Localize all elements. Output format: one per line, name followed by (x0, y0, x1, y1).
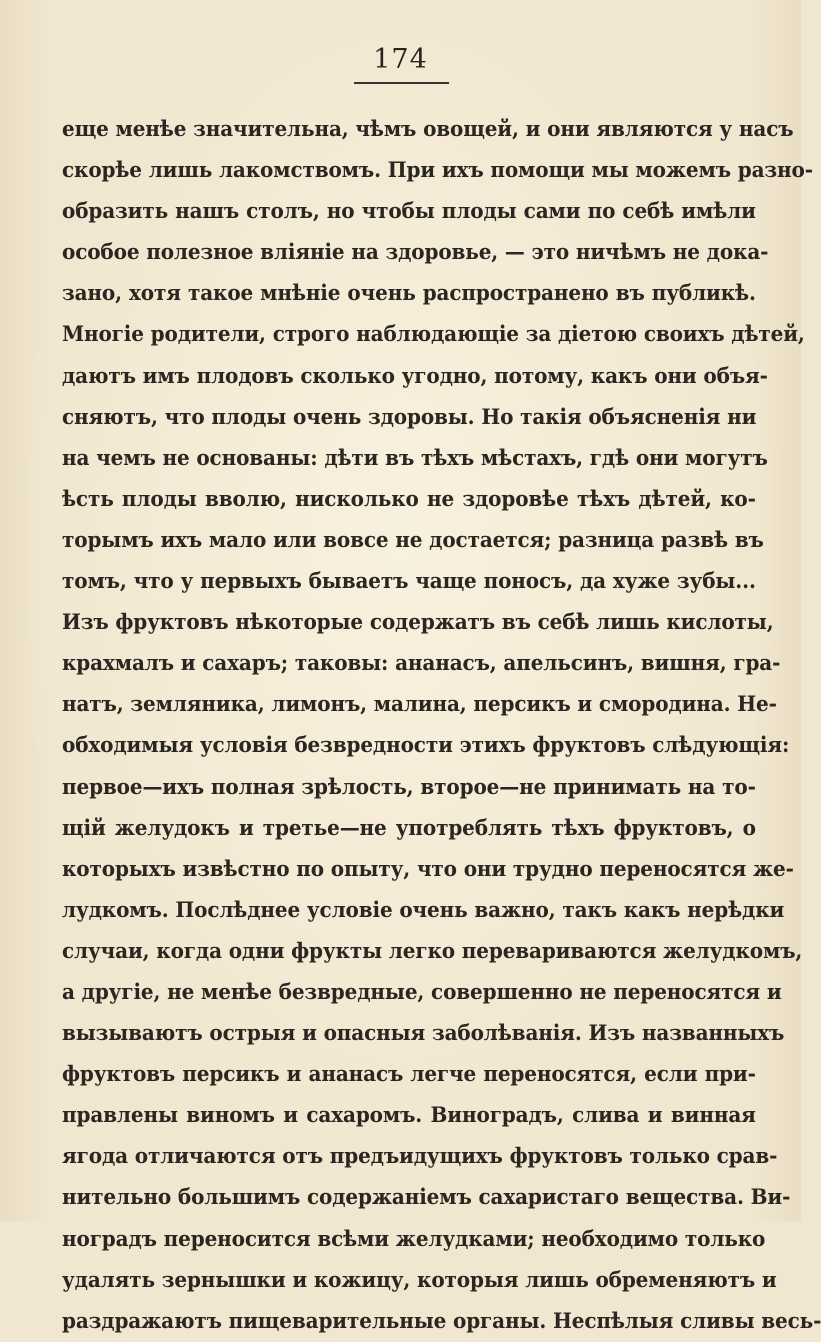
text-line: раздражаютъ пищеварительные органы. Неспѣлыя сливы весь- (62, 1308, 821, 1334)
header-rule (354, 82, 449, 84)
text-line: Многіе родители, строго наблюдающіе за діетою своихъ дѣтей, (62, 322, 805, 348)
text-line: натъ, земляника, лимонъ, малина, персикъ и смородина. Не- (62, 692, 777, 718)
text-line: томъ, что у первыхъ бываетъ чаще поносъ, да хуже зубы... (62, 569, 756, 595)
text-line: фруктовъ персикъ и ананасъ легче переносятся, если при- (62, 1062, 756, 1088)
text-line: лудкомъ. Послѣднее условіе очень важно, такъ какъ нерѣдки (62, 897, 785, 923)
text-line: крахмалъ и сахаръ; таковы: ананасъ, апельсинъ, вишня, гра- (62, 651, 781, 677)
body-text (62, 109, 821, 1342)
text-line: даютъ имъ плодовъ сколько угодно, потому, какъ они объя- (62, 363, 768, 389)
text-line: ягода отличаются отъ предъидущихъ фруктовъ только срав- (62, 1144, 778, 1170)
text-line: правлены виномъ и сахаромъ. Виноградъ, слива и винная (62, 1103, 756, 1129)
text-line: еще менѣе значительна, чѣмъ овощей, и они являются у насъ (62, 117, 794, 142)
text-line: особое полезное вліяніе на здоровье, — это ничѣмъ не дока- (62, 240, 769, 266)
text-line: обходимыя условія безвредности этихъ фруктовъ слѣдующія: (62, 733, 790, 759)
text-line: скорѣе лишь лакомствомъ. При ихъ помощи мы можемъ разно- (62, 158, 813, 184)
text-line: Изъ фруктовъ нѣкоторые содержатъ въ себѣ лишь кислоты, (62, 610, 774, 636)
text-line: нительно большимъ содержаніемъ сахаристаго вещества. Ви- (62, 1185, 791, 1211)
text-line: вызываютъ острыя и опасныя заболѣванія. Изъ названныхъ (62, 1021, 785, 1047)
text-line: щій желудокъ и третье—не употреблять тѣхъ фруктовъ, о (62, 815, 756, 841)
text-line: ноградъ переносится всѣми желудками; необходимо только (62, 1226, 766, 1252)
text-line: ѣсть плоды вволю, нисколько не здоровѣе тѣхъ дѣтей, ко- (62, 486, 756, 512)
text-line: образить нашъ столъ, но чтобы плоды сами по себѣ имѣли (62, 199, 756, 225)
text-line: которыхъ извѣстно по опыту, что они трудно переносятся же- (62, 856, 794, 882)
text-line: а другіе, не менѣе безвредные, совершенно не переносятся и (62, 979, 782, 1005)
page-number: 174 (373, 44, 428, 75)
text-line: первое—ихъ полная зрѣлость, второе—не принимать на то- (62, 774, 756, 800)
text-line: удалять зернышки и кожицу, которыя лишь обременяютъ и (62, 1267, 777, 1293)
text-line: сняютъ, что плоды очень здоровы. Но такія объясненія ни (62, 404, 757, 430)
text-line: торымъ ихъ мало или вовсе не достается; разница развѣ въ (62, 527, 764, 553)
text-line: зано, хотя такое мнѣніе очень распространено въ публикѣ. (62, 281, 756, 307)
text-line: случаи, когда одни фрукты легко перевариваются желудкомъ, (62, 938, 803, 964)
text-line: на чемъ не основаны: дѣти въ тѣхъ мѣстахъ, гдѣ они могутъ (62, 445, 768, 471)
